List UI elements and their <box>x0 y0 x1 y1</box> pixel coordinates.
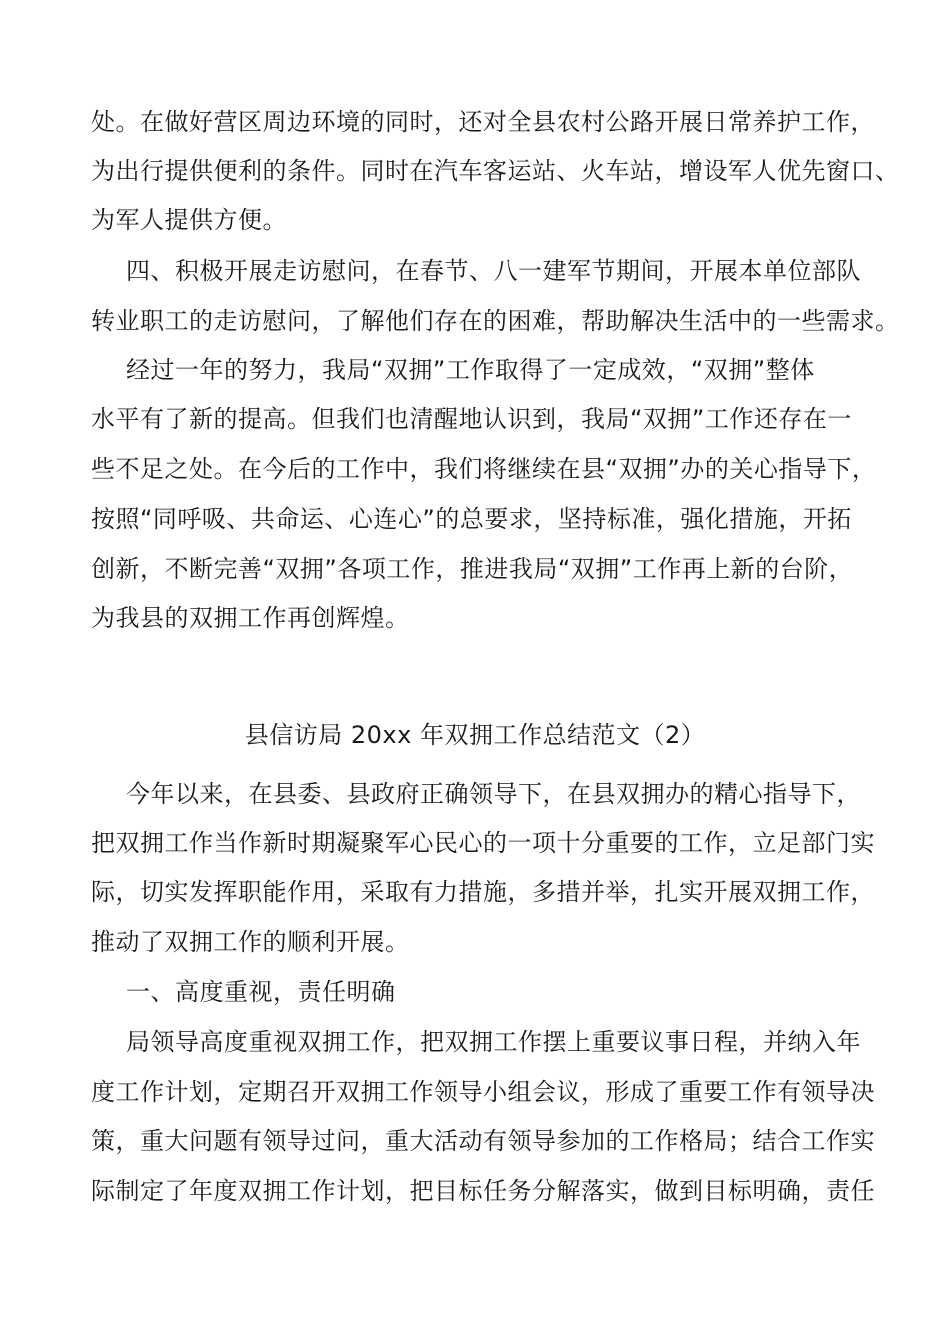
line-text: 四、积极开展走访慰问，在春节、八一建军节期间，开展本单位部队 <box>126 257 861 285</box>
line-text: 今年以来，在县委、县政府正确领导下，在县双拥办的精心指导下， <box>126 780 861 808</box>
line-text: 为军人提供方便。 <box>91 206 287 234</box>
line-text: 推动了双拥工作的顺利开展。 <box>91 928 410 956</box>
paragraph-line <box>0 544 950 594</box>
line-text: 际制定了年度双拥工作计划，把目标任务分解落实，做到目标明确，责任 <box>91 1177 875 1205</box>
paragraph-line <box>0 1017 950 1067</box>
paragraph-line <box>0 1067 950 1117</box>
paragraph-line <box>0 246 950 296</box>
paragraph-line <box>0 296 950 346</box>
line-text: 际，切实发挥职能作用，采取有力措施，多措并举，扎实开展双拥工作， <box>91 878 875 906</box>
paragraph-line <box>0 1116 950 1166</box>
line-text: 转业职工的走访慰问，了解他们存在的困难，帮助解决生活中的一些需求。 <box>91 307 900 335</box>
paragraph-line <box>0 345 950 395</box>
paragraph-line <box>0 195 950 245</box>
line-text: 把双拥工作当作新时期凝聚军心民心的一项十分重要的工作，立足部门实 <box>91 829 875 857</box>
line-text: 策，重大问题有领导过问，重大活动有领导参加的工作格局；结合工作实 <box>91 1127 875 1155</box>
section-title-text: 县信访局 20xx 年双拥工作总结范文（2） <box>244 721 706 749</box>
paragraph-line <box>0 97 950 147</box>
line-text: 水平有了新的提高。但我们也清醒地认识到，我局“双拥”工作还存在一 <box>91 405 852 433</box>
section-heading <box>0 967 950 1017</box>
line-text: 创新，不断完善“双拥”各项工作，推进我局“双拥”工作再上新的台阶， <box>91 555 854 583</box>
line-text: 度工作计划，定期召开双拥工作领导小组会议，形成了重要工作有领导决 <box>91 1078 875 1106</box>
paragraph-line <box>0 394 950 444</box>
paragraph-line <box>0 867 950 917</box>
line-text: 处。在做好营区周边环境的同时，还对全县农村公路开展日常养护工作， <box>91 108 875 136</box>
line-text: 局领导高度重视双拥工作，把双拥工作摆上重要议事日程，并纳入年 <box>126 1028 861 1056</box>
paragraph-line <box>0 444 950 494</box>
line-text: 为出行提供便利的条件。同时在汽车客运站、火车站，增设军人优先窗口、 <box>91 157 900 185</box>
line-text: 些不足之处。在今后的工作中，我们将继续在县“双拥”办的关心指导下， <box>91 455 877 483</box>
paragraph-line <box>0 917 950 967</box>
paragraph-line <box>0 146 950 196</box>
paragraph-line <box>0 593 950 643</box>
paragraph-line <box>0 769 950 819</box>
line-text: 按照“同呼吸、共命运、心连心”的总要求，坚持标准，强化措施，开拓 <box>91 505 852 533</box>
paragraph-line <box>0 1166 950 1216</box>
paragraph-line <box>0 494 950 544</box>
heading-text: 一、高度重视，责任明确 <box>126 978 396 1006</box>
section-title <box>0 710 950 760</box>
line-text: 为我县的双拥工作再创辉煌。 <box>91 604 410 632</box>
paragraph-line <box>0 818 950 868</box>
line-text: 经过一年的努力，我局“双拥”工作取得了一定成效，“双拥”整体 <box>126 356 815 384</box>
